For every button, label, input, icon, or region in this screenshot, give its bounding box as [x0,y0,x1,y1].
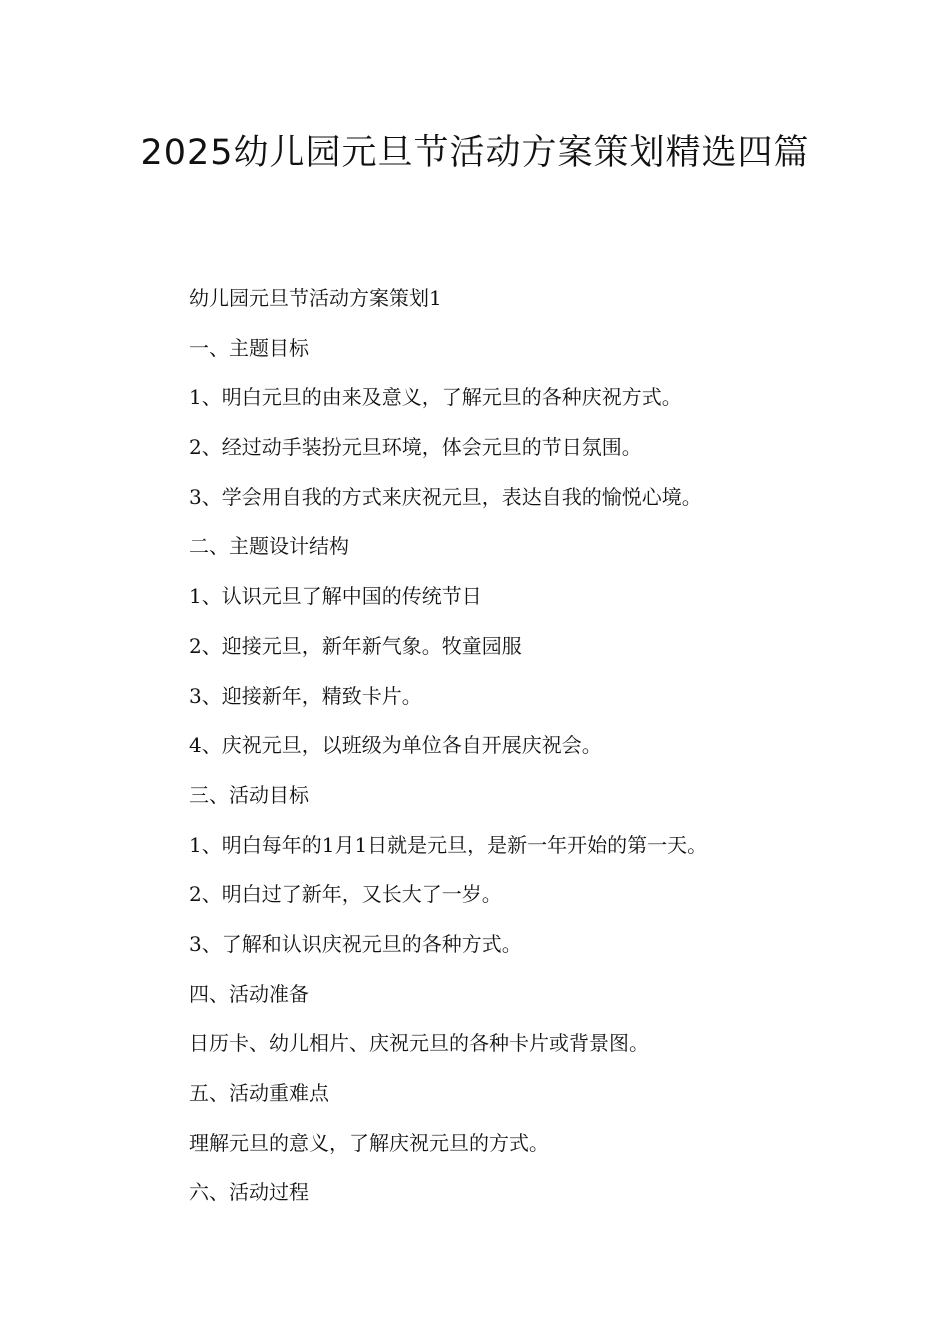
paragraph: 2、明白过了新年，又长大了一岁。 [189,882,502,907]
paragraph: 理解元旦的意义，了解庆祝元旦的方式。 [189,1130,549,1155]
paragraph: 1、明白每年的1月1日就是元旦，是新一年开始的第一天。 [189,832,708,857]
paragraph: 3、迎接新年，精致卡片。 [189,683,422,708]
paragraph: 3、学会用自我的方式来庆祝元旦，表达自我的愉悦心境。 [189,484,702,509]
section-heading: 三、活动目标 [189,782,309,807]
paragraph-subtitle: 幼儿园元旦节活动方案策划1 [189,286,442,310]
paragraph: 4、庆祝元旦，以班级为单位各自开展庆祝会。 [189,733,602,758]
section-heading: 五、活动重难点 [189,1081,329,1105]
paragraph: 3、了解和认识庆祝元旦的各种方式。 [189,931,522,956]
section-heading: 四、活动准备 [189,981,309,1006]
section-heading: 六、活动过程 [189,1180,309,1205]
paragraph: 2、迎接元旦，新年新气象。牧童园服 [189,633,522,658]
document-title: 2025幼儿园元旦节活动方案策划精选四篇 [140,133,810,173]
paragraph: 2、经过动手装扮元旦环境，体会元旦的节日氛围。 [189,435,642,460]
section-heading: 一、主题目标 [189,335,309,360]
paragraph: 1、明白元旦的由来及意义，了解元旦的各种庆祝方式。 [189,385,682,410]
section-heading: 二、主题设计结构 [189,534,349,559]
document-body [189,286,849,1230]
paragraph: 1、认识元旦了解中国的传统节日 [189,584,482,609]
paragraph: 日历卡、幼儿相片、庆祝元旦的各种卡片或背景图。 [189,1031,649,1056]
